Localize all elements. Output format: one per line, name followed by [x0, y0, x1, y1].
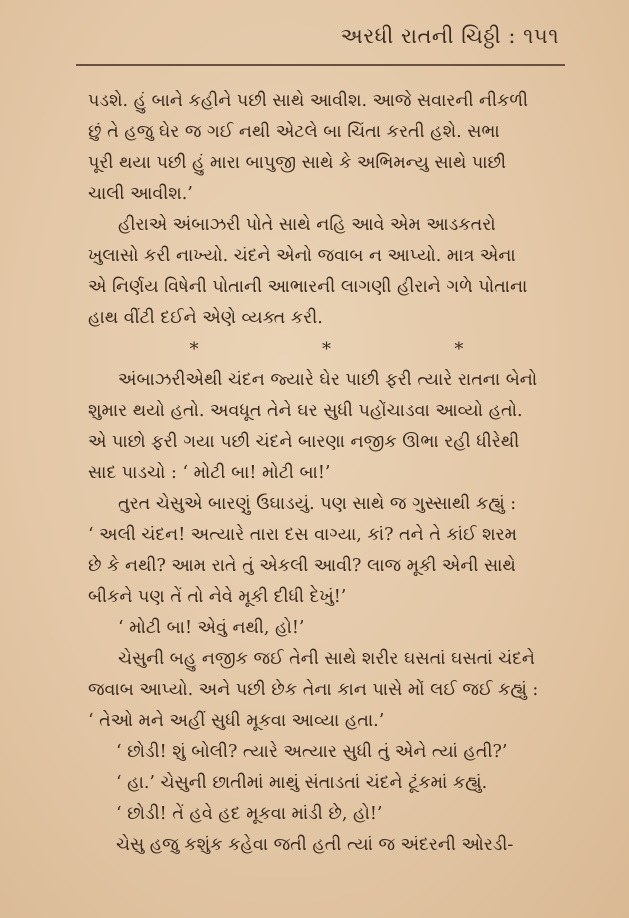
text-line: પૂરી થયા પછી હું મારા બાપુજી સાથે કે અભિમન્યુ સાથે પાછી — [88, 153, 507, 173]
running-header — [88, 24, 559, 58]
text-line: હાથ વીંટી દઈને એણે વ્યક્ત કરી. — [88, 308, 323, 328]
text-line: ‘ તેઓ મને અહીં સુધી મૂકવા આવ્યા હતા.’ — [88, 711, 385, 731]
section-star: * — [189, 339, 199, 360]
text-line: ચેસુ હજુ કશુંક કહેવા જતી હતી ત્યાં જ અંદરની ઓરડી- — [116, 835, 514, 855]
text-line: તુરત ચેસુએ બારણું ઉઘાડયું. પણ સાથે જ ગુસ્સાથી કહ્યું : — [118, 494, 517, 514]
text-line: એ પાછો ફરી ગયા પછી ચંદને બારણા નજીક ઊભા રહી ધીરેથી — [88, 432, 520, 452]
body-text — [88, 86, 565, 861]
text-line: ‘ મોટી બા! એવું નથી, હો!’ — [118, 618, 305, 638]
text-line: બીકને પણ તેં તો નેવે મૂકી દીધી દેખું!’ — [88, 587, 347, 607]
section-star: * — [454, 339, 464, 360]
text-line: જવાબ આપ્યો. અને પછી છેક તેના કાન પાસે મોં લઈ જઈ કહ્યું : — [88, 680, 539, 700]
text-line: અંબાઝરીએથી ચંદન જ્યારે ઘેર પાછી ફરી ત્યારે રાતના બેનો — [118, 370, 538, 390]
section-star: * — [321, 339, 331, 360]
text-line: ‘ છોડી! તેં હવે હદ મૂકવા માંડી છે, હો!’ — [116, 804, 383, 824]
text-line: ‘ છોડી! શું બોલી? ત્યારે અત્યાર સુધી તું એને ત્યાં હતી?’ — [116, 742, 508, 762]
page-number: ૧૫૧ — [523, 24, 559, 48]
text-line: ચેસુની બહુ નજીક જઈ તેની સાથે શરીર ઘસતાં ઘસતાં ચંદને — [118, 649, 535, 669]
text-line: પડશે. હું બાને કહીને પછી સાથે આવીશ. આજે સવારની નીકળી — [88, 91, 529, 111]
section-break — [88, 334, 565, 365]
text-line: છું તે હજુ ઘેર જ ગઈ નથી એટલે બા ચિંતા કરતી હશે. સભા — [88, 122, 500, 142]
text-line: એ નિર્ણય વિષેની પોતાની આભારની લાગણી હીરાને ગળે પોતાના — [88, 277, 528, 297]
text-line: છે કે નથી? આમ રાતે તું એકલી આવી? લાજ મૂકી એની સાથે — [88, 556, 516, 576]
text-line: સાદ પાડચો : ‘ મોટી બા! મોટી બા!’ — [88, 463, 331, 483]
text-line: ચાલી આવીશ.’ — [88, 184, 193, 204]
header-rule — [76, 64, 565, 66]
text-line: ‘ હા.’ ચેસુની છાતીમાં માથું સંતાડતાં ચંદને ટૂંકમાં કહ્યું. — [116, 773, 488, 793]
header-title: અરધી રાતની ચિઠ્ઠી — [340, 24, 502, 48]
text-line: હીરાએ અંબાઝરી પોતે સાથે નહિ આવે એમ આડકતરો — [118, 215, 496, 235]
text-line: ખુલાસો કરી નાખ્યો. ચંદને એનો જવાબ ન આપ્યો. માત્ર એના — [88, 246, 516, 266]
header-separator: : — [508, 24, 516, 48]
text-line: શુમાર થયો હતો. અવધૂત તેને ઘર સુધી પહોંચાડવા આવ્યો હતો. — [88, 401, 523, 421]
text-line: ‘ અલી ચંદન! અત્યારે તારા દસ વાગ્યા, કાં? તને તે કાંઈ શરમ — [88, 525, 517, 545]
